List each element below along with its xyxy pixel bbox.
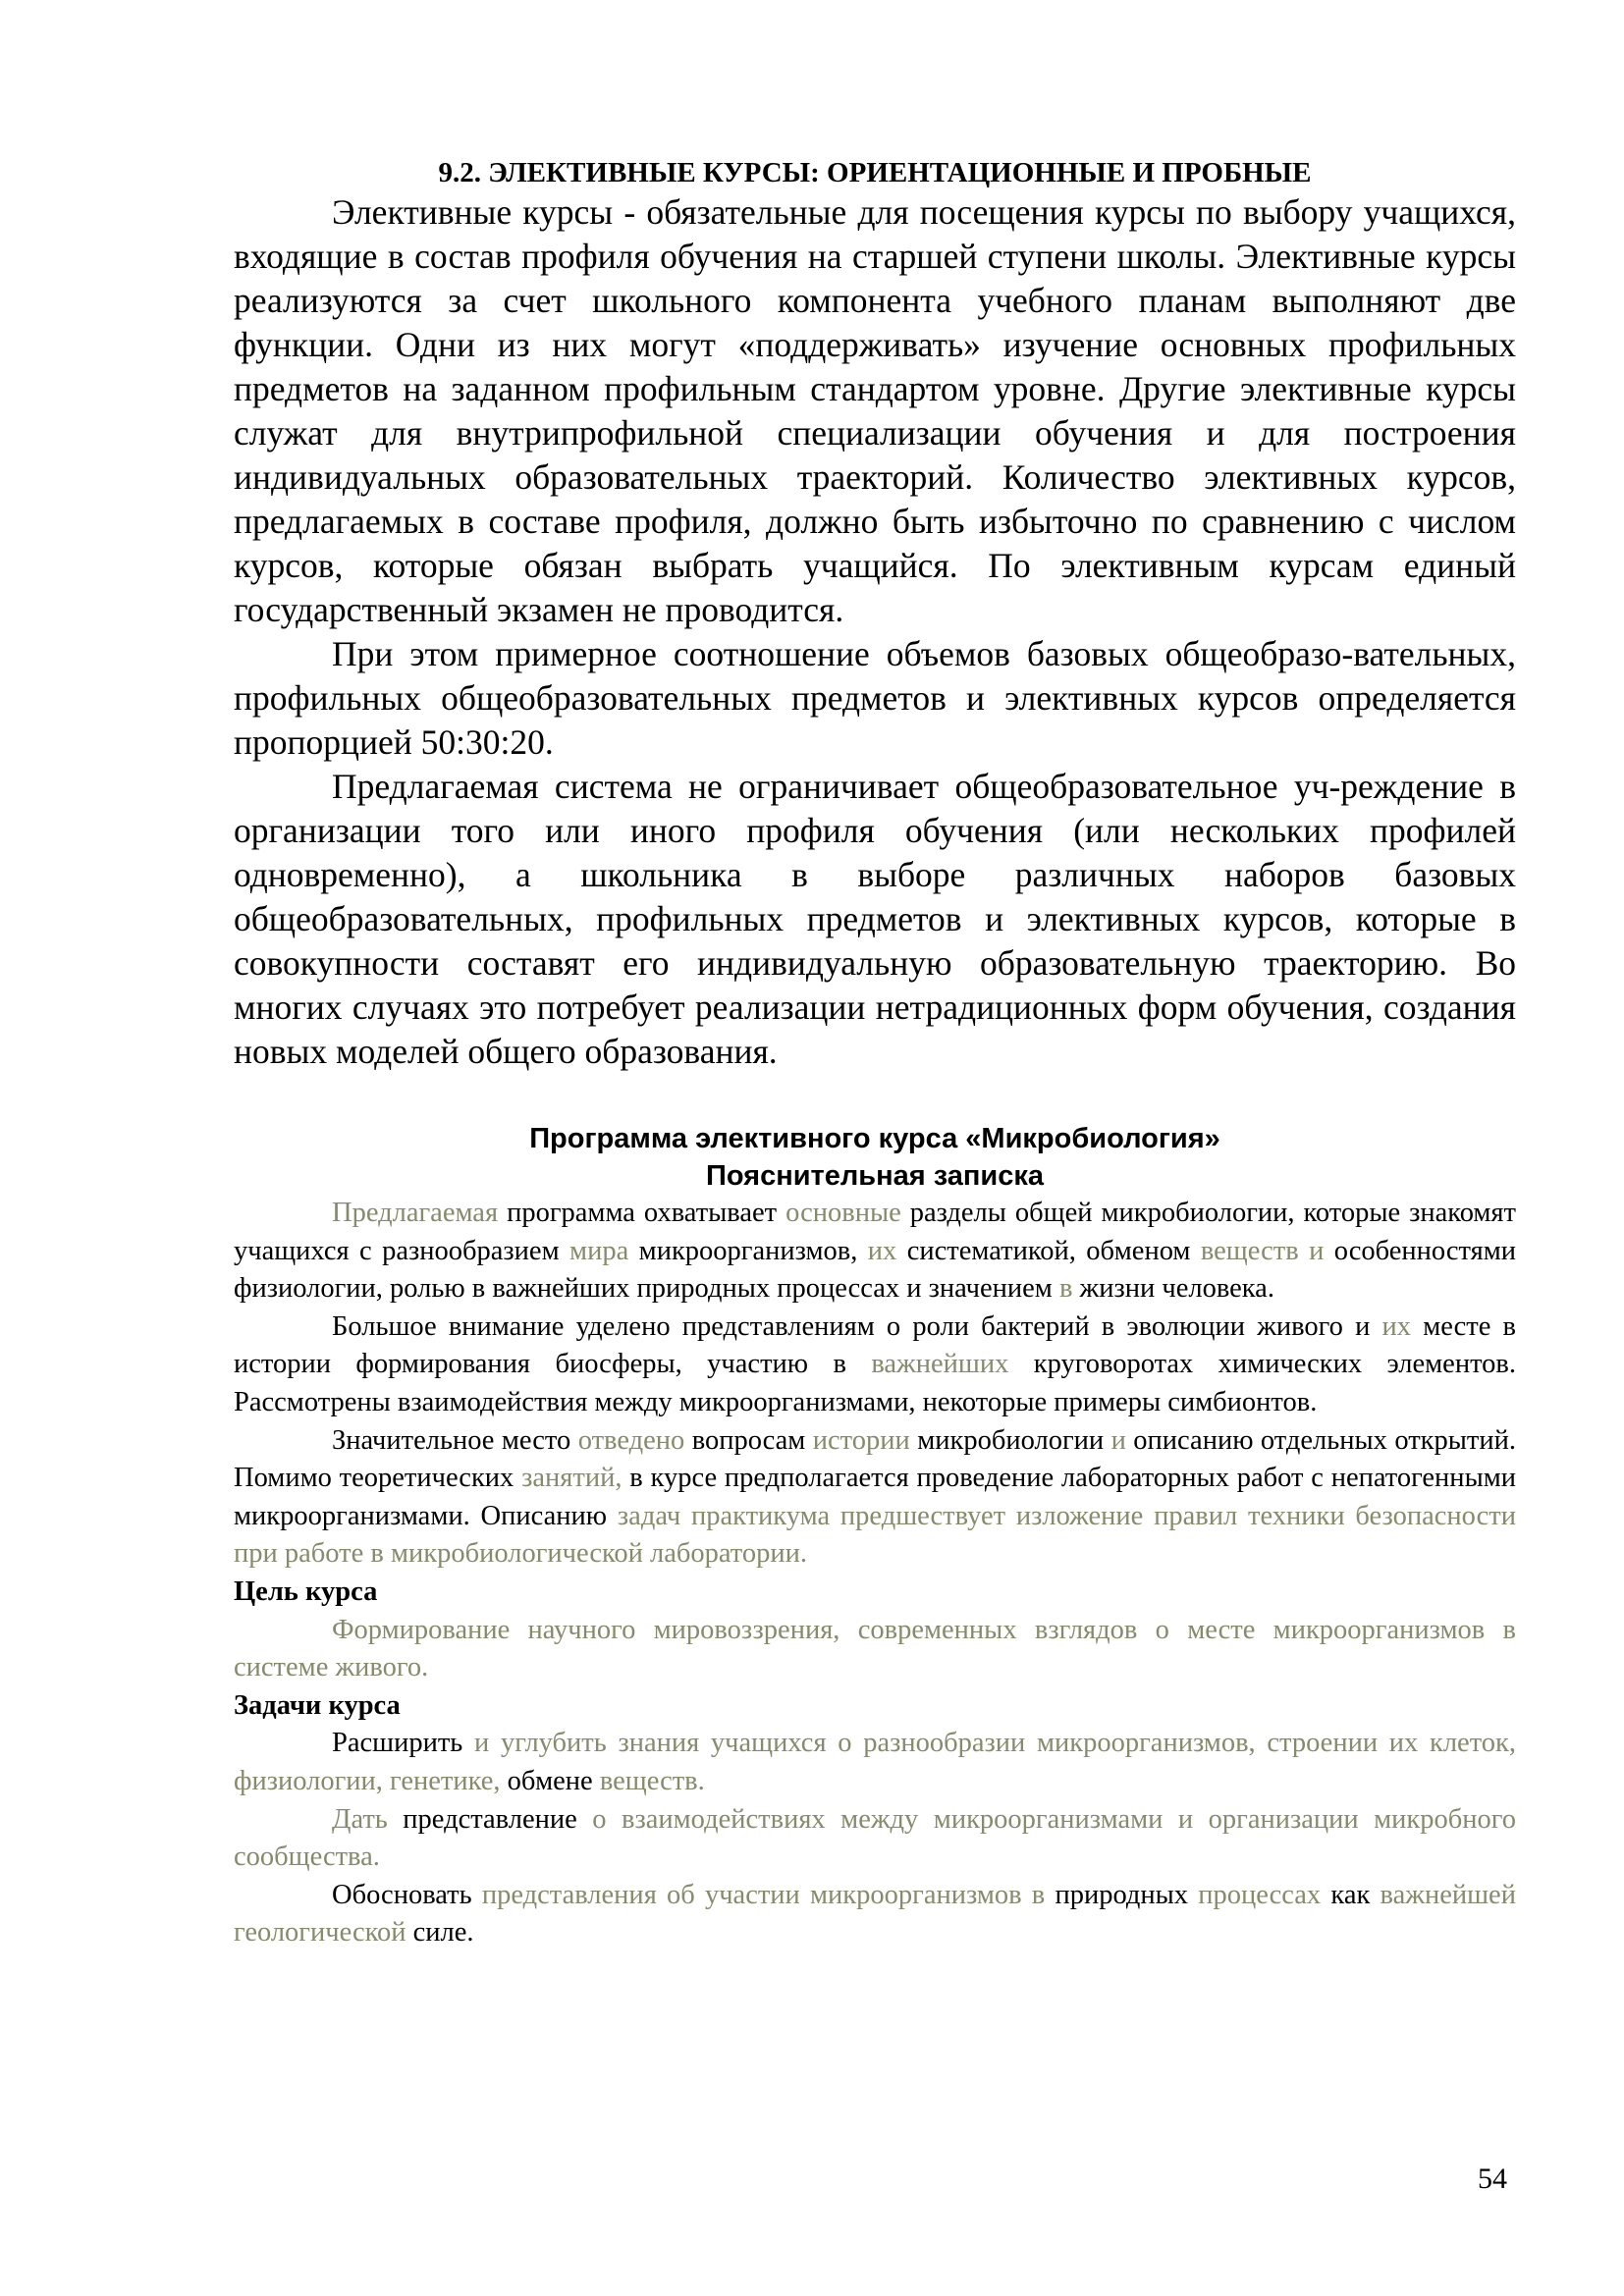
text-run: систематикой, обменом bbox=[896, 1235, 1201, 1266]
highlighted-text: в bbox=[1058, 1273, 1073, 1305]
highlighted-text: их bbox=[867, 1235, 897, 1266]
text-run: жизни человека. bbox=[1072, 1273, 1274, 1305]
text-run: Значительное место bbox=[332, 1424, 578, 1456]
text-run: особенностями физиологии, ролью в важнейших природных процессах и значением bbox=[234, 1235, 1516, 1305]
text-run: Расширить bbox=[332, 1728, 463, 1759]
page-number: 54 bbox=[1478, 2163, 1507, 2195]
document-page bbox=[234, 155, 1516, 1952]
text-run: микробиологии bbox=[909, 1424, 1111, 1456]
highlighted-text: и углубить знания учащихся о разнообразии микроорганизмов, строении их клеток, физиологии, генетике, bbox=[234, 1728, 1516, 1796]
highlighted-text: и bbox=[1110, 1424, 1126, 1456]
program-section bbox=[234, 1195, 1516, 1952]
explanatory-paragraph bbox=[234, 1195, 1516, 1308]
explanatory-paragraph bbox=[234, 1422, 1516, 1574]
text-run: разделы общей микробиологии, которые знакомят учащихся с разнообразием bbox=[234, 1198, 1516, 1266]
text-run: описанию отдельных открытий. Помимо теоретических bbox=[234, 1424, 1516, 1494]
text-run: круговоротах химических элементов. Рассмотрены взаимодействия между микроорганизмами, некоторые примеры симбионтов. bbox=[234, 1349, 1516, 1417]
program-title: Программа элективного курса «Микробиология» bbox=[529, 1123, 1220, 1154]
highlighted-text: основные bbox=[785, 1198, 901, 1228]
highlighted-text: веществ. bbox=[592, 1765, 705, 1796]
text-run: Большое внимание уделено представлениям о роли бактерий в эволюции живого и bbox=[332, 1310, 1382, 1342]
text-run: программа охватывает bbox=[498, 1198, 786, 1228]
task-paragraph bbox=[234, 1801, 1516, 1877]
goal-heading: Цель курса bbox=[234, 1575, 378, 1607]
highlighted-text: отведено bbox=[577, 1424, 685, 1456]
highlighted-text: занятий, bbox=[521, 1463, 623, 1494]
intro-paragraph: Предлагаемая система не ограничивает общеобразовательное уч-реждение в организации того или иного профиля обучения (или нескольких профилей одновременно), а школьника в выборе различных наборов базовых общеобразовательных, профильных предметов и элективных курсов, которые в совокупности составят его индивидуальную образовательную траекторию. Во многих случаях это потребует реализации нетрадиционных форм обучения, создания новых моделей общего образования. bbox=[234, 767, 1516, 1071]
text-run: как bbox=[1321, 1879, 1371, 1910]
highlighted-text: Дать bbox=[332, 1803, 388, 1835]
highlighted-text: Предлагаемая bbox=[332, 1198, 499, 1228]
task-paragraph bbox=[234, 1725, 1516, 1800]
highlighted-text: важнейшей геологической bbox=[234, 1879, 1516, 1949]
highlighted-text: веществ и bbox=[1200, 1235, 1325, 1266]
highlighted-text: Формирование научного мировоззрения, современных взглядов о месте микроорганизмов в системе живого. bbox=[234, 1614, 1516, 1683]
program-subtitle: Пояснительная записка bbox=[705, 1160, 1045, 1192]
highlighted-text: представления об участии микроорганизмов в bbox=[471, 1879, 1046, 1910]
goal-paragraph bbox=[234, 1612, 1516, 1687]
text-run: силе. bbox=[406, 1917, 474, 1949]
highlighted-text: мира bbox=[569, 1235, 629, 1266]
highlighted-text: задач практикума предшествует изложение правил техники безопасности при работе в микробиологической лаборатории. bbox=[234, 1500, 1516, 1570]
text-run: месте в истории формирования биосферы, участию в bbox=[234, 1310, 1517, 1380]
text-run: обмене bbox=[500, 1765, 593, 1796]
text-run: Обосновать bbox=[332, 1879, 472, 1910]
highlighted-text: их bbox=[1381, 1310, 1412, 1342]
task-paragraph bbox=[234, 1877, 1516, 1952]
text-run: представление bbox=[387, 1803, 577, 1835]
highlighted-text: процессах bbox=[1188, 1879, 1322, 1910]
text-run: вопросам bbox=[684, 1424, 813, 1456]
intro-paragraph: При этом примерное соотношение объемов базовых общеобразо-вательных, профильных общеобразовательных предметов и элективных курсов определяется пропорцией 50:30:20. bbox=[234, 634, 1516, 762]
explanatory-paragraph bbox=[234, 1308, 1516, 1422]
tasks-heading: Задачи курса bbox=[234, 1689, 401, 1721]
text-run: микроорганизмов, bbox=[628, 1235, 868, 1266]
highlighted-text: важнейших bbox=[871, 1349, 1009, 1380]
highlighted-text: истории bbox=[812, 1424, 910, 1456]
section-title: 9.2. ЭЛЕКТИВНЫЕ КУРСЫ: ОРИЕНТАЦИОННЫЕ И ПРОБНЫЕ bbox=[438, 157, 1312, 188]
text-run: природных bbox=[1045, 1879, 1189, 1910]
highlighted-text: о взаимодействиях между микроорганизмами и организации микробного сообщества. bbox=[234, 1803, 1516, 1873]
intro-paragraph: Элективные курсы - обязательные для посещения курсы по выбору учащихся, входящие в состав профиля обучения на старшей ступени школы. Элективные курсы реализуются за счет школьного компонента учебного планам выполняют две функции. Одни из них могут «поддерживать» изучение основных профильных предметов на заданном профильным стандартом уровне. Другие элективные курсы служат для внутрипрофильной специализации обучения и для построения индивидуальных образовательных траекторий. Количество элективных курсов, предлагаемых в составе профиля, должно быть избыточно по сравнению с числом курсов, которые обязан выбрать учащийся. По элективным курсам единый государственный экзамен не проводится. bbox=[234, 192, 1516, 629]
text-run: в курсе предполагается проведение лабораторных работ с непатогенными микроорганизмами. Описанию bbox=[234, 1463, 1516, 1531]
intro-section bbox=[234, 190, 1516, 1074]
